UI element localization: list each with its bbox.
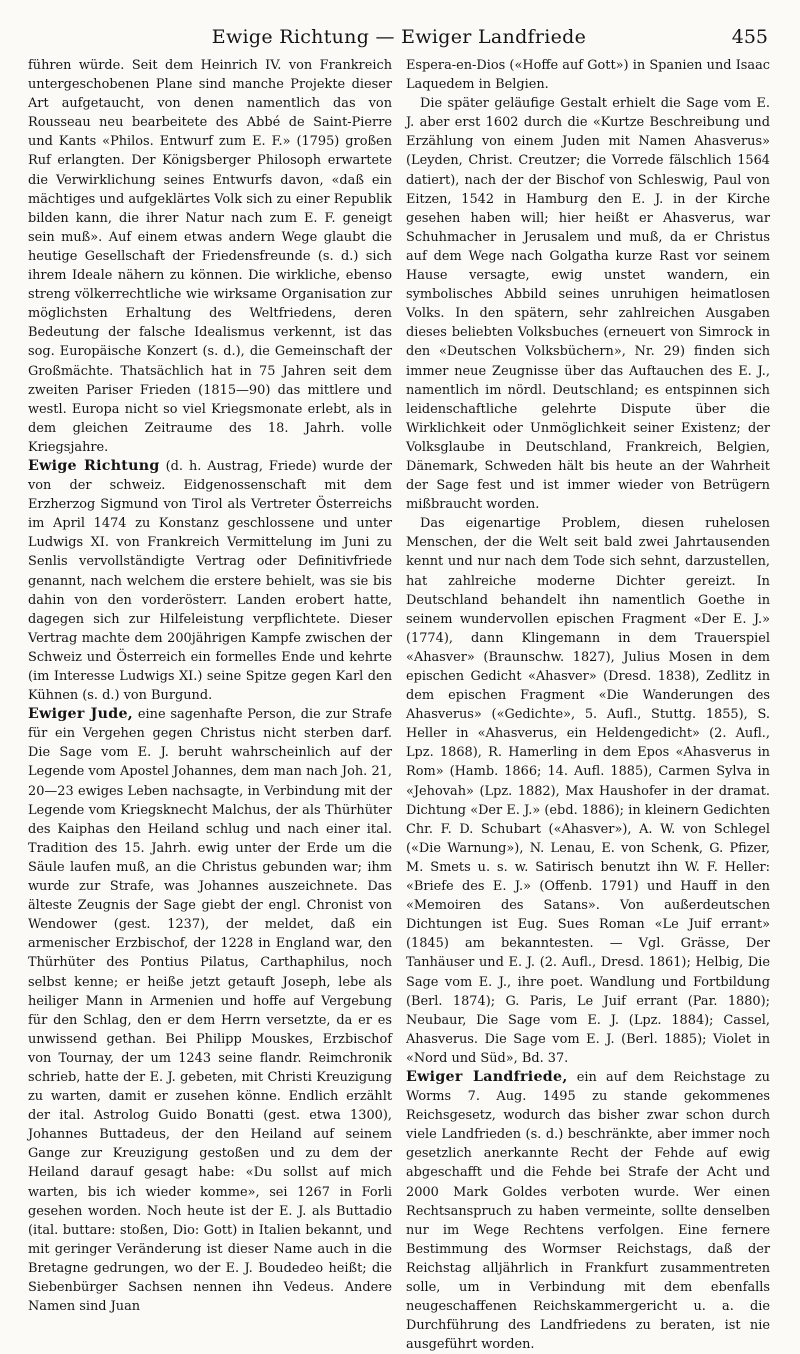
page-number: 455 [731,26,768,48]
entry-headword: Ewiger Landfriede, [406,1068,568,1085]
right-column [406,56,770,1353]
entry-body: (d. h. Austrag, Friede) wurde der von der schweiz. Eidgenossenschaft mit dem Erzherzog Sigmund von Tirol als Vertreter Österreichs im April 1474 zu Konstanz geschlossene und unter Ludwigs XI. von Frankreich Vermittelung im Juni zu Senlis vervollständigte Vertrag oder Definitivfriede genannt, nach welchem die erstere behielt, was sie bis dahin von den vorderösterr. Landen erobert hatte, dagegen sich zur Hilfeleistung verpflichtete. Dieser Vertrag machte dem 200jährigen Kampfe zwischen der Schweiz und Österreich ein formelles Ende und kehrte (im Interesse Ludwigs XI.) seine Spitze gegen Karl den Kühnen (s. d.) von Burgund. [28,458,393,704]
entry-ewiger-jude [28,705,392,1316]
paragraph: Espera-en-Dios («Hoffe auf Gott») in Spanien und Isaac Laquedem in Belgien. [406,58,770,93]
text-columns [28,56,770,1353]
entry-ewiger-landfriede [406,1068,770,1354]
continuation-paragraph: führen würde. Seit dem Heinrich IV. von Frankreich untergeschobenen Plane sind manche Projekte dieser Art aufgetaucht, von denen namentlich das von Rousseau neu bearbeitete des Abbé de Saint-Pierre und Kants «Philos. Entwurf zum E. F.» (1795) großen Ruf erlangten. Der Königsberger Philosoph erwartete die Verwirklichung seines Entwurfs davon, «daß ein mächtiges und aufgeklärtes Volk sich zu einer Republik bilden kann, die ihrer Natur nach zum E. F. geneigt sein muß». Auf einem etwas andern Wege glaubt die heutige Gesellschaft der Friedensfreunde (s. d.) sich ihrem Ideale nähern zu können. Die wirkliche, ebenso streng völkerrechtliche wie wirksame Organisation zur möglichsten Erhaltung des Weltfriedens, deren Bedeutung der falsche Idealismus verkennt, ist das sog. Europäische Konzert (s. d.), die Gemeinschaft der Großmächte. Thatsächlich hat in 75 Jahren seit dem zweiten Pariser Frieden (1815—90) das mittlere und westl. Europa nicht so viel Kriegsmonate erlebt, als in dem gleichen Zeitraume des 18. Jahrh. volle Kriegsjahre. [28,58,392,455]
running-title: Ewige Richtung — Ewiger Landfriede [211,26,587,48]
entry-ewige-richtung [28,457,392,705]
left-column [28,56,393,1315]
entry-body: ein auf dem Reichstage zu Worms 7. Aug. 1495 zu stande gekommenes Reichsgesetz, wodurch das bisher zwar schon durch viele Landfrieden (s. d.) beschränkte, aber immer noch gesetzlich anerkannte Recht der Fehde auf ewig abgeschafft und die Fehde bei Strafe der Acht und 2000 Mark Goldes verboten wurde. Wer einen Rechtsanspruch zu haben vermeinte, sollte denselben nur im Wege Rechtens verfolgen. Eine fernere Bestimmung des Wormser Reichstags, daß der Reichstag alljährlich in Frankfurt zusammentreten solle, um in Verbindung mit dem ebenfalls neugeschaffenen Reichskammergericht u. a. die Durchführung des Landfriedens zu beraten, ist nie ausgeführt worden. [406,1069,770,1353]
running-header [28,16,770,52]
paragraph: Das eigenartige Problem, diesen ruhelosen Menschen, der die Welt seit bald zwei Jahrtausenden kennt und nur nach dem Tode sich sehnt, darzustellen, hat zahlreiche moderne Dichter gereizt. In Deutschland behandelt ihn namentlich Goethe in seinem wundervollen epischen Fragment «Der E. J.» (1774), dann Klingemann in dem Trauerspiel «Ahasver» (Braunschw. 1827), Julius Mosen in dem epischen Gedicht «Ahasver» (Dresd. 1838), Zedlitz in dem epischen Fragment «Die Wanderungen des Ahasverus» («Gedichte», 5. Aufl., Stuttg. 1855), S. Heller in «Ahasverus, ein Heldengedicht» (2. Aufl., Lpz. 1868), R. Hamerling in dem Epos «Ahasverus in Rom» (Hamb. 1866; 14. Aufl. 1885), Carmen Sylva in «Jehovah» (Lpz. 1882), Max Haushofer in der dramat. Dichtung «Der E. J.» (ebd. 1886); in kleinern Gedichten Chr. F. D. Schubart («Ahasver»), A. W. von Schlegel («Die Warnung»), N. Lenau, E. von Schenk, G. Pfizer, M. Smets u. s. w. Satirisch benutzt ihn W. F. Heller: «Briefe des E. J.» (Offenb. 1791) und Hauff in den «Memoiren des Satans». Von außerdeutschen Dichtungen ist Eug. Sues Roman «Le Juif errant» (1845) am bekanntesten. — Vgl. Grässe, Der Tanhäuser und E. J. (2. Aufl., Dresd. 1861); Helbig, Die Sage vom E. J., ihre poet. Wandlung und Fortbildung (Berl. 1874); G. Paris, Le Juif errant (Par. 1880); Neubaur, Die Sage vom E. J. (Lpz. 1884); Cassel, Ahasverus. Die Sage vom E. J. (Berl. 1885); Violet in «Nord und Süd», Bd. 37. [406,516,770,1066]
paragraph: Die später geläufige Gestalt erhielt die Sage vom E. J. aber erst 1602 durch die «Kurtze Beschreibung und Erzählung von einem Juden mit Namen Ahasverus» (Leyden, Christ. Creutzer; die Vorrede fälschlich 1564 datiert), nach der der Bischof von Schleswig, Paul von Eitzen, 1542 in Hamburg den E. J. in der Kirche gesehen haben will; hier heißt er Ahasverus, war Schuhmacher in Jerusalem und muß, da er Christus auf dem Wege nach Golgatha kurze Rast vor seinem Hause versagte, ewig unstet wandern, ein symbolisches Abbild seines unruhigen heimatlosen Volks. In den spätern, sehr zahlreichen Ausgaben dieses beliebten Volksbuches (erneuert von Simrock in den «Deutschen Volksbüchern», Nr. 29) finden sich immer neue Zeugnisse über das Auftauchen des E. J., namentlich im nördl. Deutschland; es entspinnen sich leidenschaftliche gelehrte Dispute über die Wirklichkeit oder Unmöglichkeit seiner Existenz; der Volksglaube in Deutschland, Frankreich, Belgien, Dänemark, Schweden hält bis heute an der Wahrheit der Sage fest und ist immer wieder von Betrügern mißbraucht worden. [406,96,770,513]
entry-headword: Ewiger Jude, [28,706,134,723]
entry-body: eine sagenhafte Person, die zur Strafe für ein Vergehen gegen Christus nicht sterben darf. Die Sage vom E. J. beruht wahrscheinlich auf der Legende vom Apostel Johannes, dem man nach Joh. 21, 20—23 ewiges Leben nachsagte, in Verbindung mit der Legende vom Kriegsknecht Malchus, der als Thürhüter des Kaiphas den Heiland schlug und nach einer ital. Tradition des 15. Jahrh. ewig unter der Erde um die Säule laufen muß, an die Christus gebunden war; ihm wurde zur Strafe, was Johannes auszeichnete. Das älteste Zeugnis der Sage giebt der engl. Chronist von Wendower (gest. 1237), der meldet, daß ein armenischer Erzbischof, der 1228 in England war, den Thürhüter des Pontius Pilatus, Carthaphilus, noch selbst kenne; er heiße jetzt getauft Joseph, lebe als heiliger Mann in Armenien und hoffe auf Vergebung für den Schlag, den er dem Herrn versetzte, da er es unwissend gethan. Bei Philipp Mouskes, Erzbischof von Tournay, der um 1243 seine flandr. Reimchronik schrieb, hatte der E. J. gebeten, mit Christi Kreuzigung zu warten, damit er zusehen könne. Endlich erzählt der ital. Astrolog Guido Bonatti (gest. etwa 1300), Johannes Buttadeus, der den Heiland auf seinem Gange zur Kreuzigung gestoßen und zu dem der Heiland darauf gesagt habe: «Du sollst auf mich warten, bis ich wieder komme», sei 1267 in Forli gesehen worden. Noch heute ist der E. J. als Buttadio (ital. buttare: stoßen, Dio: Gott) in Italien bekannt, und mit geringer Veränderung ist dieser Name auch in die Bretagne gedrungen, wo der E. J. Boudedeo heißt; die Siebenbürger Sachsen nennen ihn Vedeus. Andere Namen sind Juan [28,707,393,1315]
entry-headword: Ewige Richtung [28,457,160,474]
